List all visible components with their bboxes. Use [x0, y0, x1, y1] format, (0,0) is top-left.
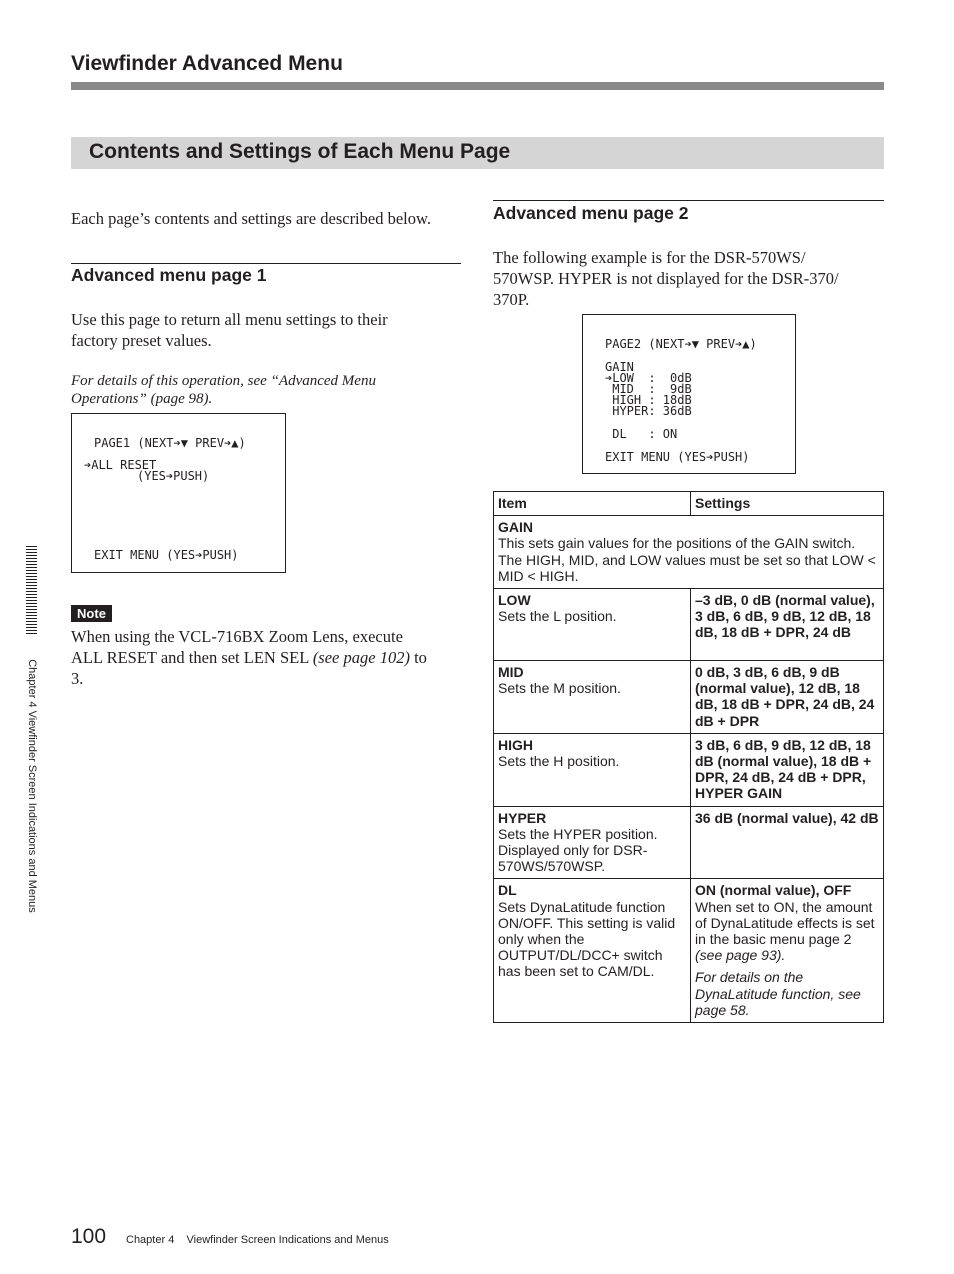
table-header-row	[494, 492, 884, 516]
page1-rule	[71, 263, 461, 264]
screen-line: (YES➔PUSH)	[137, 469, 210, 483]
item-name: HYPER	[498, 809, 547, 826]
item-name: LOW	[498, 592, 531, 609]
note-line-3: 3.	[71, 669, 84, 688]
screen-line: GAIN	[605, 360, 634, 374]
page2-screen	[582, 314, 796, 474]
page2-rule	[493, 200, 884, 201]
item-desc: Sets the HYPER position. Displayed only for DSR-570WS/570WSP.	[498, 825, 658, 875]
item-name: HIGH	[498, 736, 533, 753]
note-page-ref: (see page 102)	[312, 648, 410, 667]
page1-body-line-1: Use this page to return all menu settings to their	[71, 310, 388, 329]
note-line-2	[71, 647, 427, 668]
chapter-tab-stripes	[26, 546, 37, 634]
footer-chapter-text: Chapter 4 Viewfinder Screen Indications and Menus	[126, 1234, 389, 1246]
settings-cell: 3 dB, 6 dB, 9 dB, 12 dB, 18 dB (normal value), 18 dB + DPR, 24 dB, 24 dB + DPR, HYPER GAIN	[691, 733, 884, 806]
page2-heading: Advanced menu page 2	[493, 203, 689, 223]
page1-ref-line-1: For details of this operation, see “Advanced Menu	[71, 373, 376, 389]
table-row	[494, 806, 884, 879]
screen-line: EXIT MENU (YES➔PUSH)	[605, 450, 750, 464]
page2-body-line-3: 370P.	[493, 290, 530, 309]
page1-ref-line-2: Operations” (page 98).	[71, 391, 213, 407]
note-text: ALL RESET and then set LEN SEL	[71, 648, 313, 667]
page1-body-line-2: factory preset values.	[71, 331, 212, 350]
item-desc: Sets the M position.	[498, 680, 621, 697]
screen-line: PAGE2 (NEXT➔▼ PREV➔▲)	[605, 337, 757, 351]
settings-cell	[691, 879, 884, 1023]
item-name: MID	[498, 664, 524, 681]
item-cell	[494, 879, 691, 1023]
screen-line: PAGE1 (NEXT➔▼ PREV➔▲)	[94, 436, 246, 450]
item-desc: Sets the L position.	[498, 608, 617, 625]
screen-line: EXIT MENU (YES➔PUSH)	[94, 548, 239, 562]
settings-table	[493, 491, 884, 1023]
dl-settings-note: For details on the DynaLatitude function, see page 58.	[695, 969, 861, 1018]
gain-cell	[494, 516, 884, 589]
screen-line: MID : 9dB	[605, 382, 692, 396]
screen-line: HYPER: 36dB	[605, 404, 692, 418]
page2-body-line-1: The following example is for the DSR-570WS/	[493, 248, 806, 267]
page1-screen	[71, 413, 286, 573]
item-cell	[494, 806, 691, 879]
item-name: DL	[498, 882, 517, 899]
item-name: GAIN	[498, 519, 533, 536]
page1-heading: Advanced menu page 1	[71, 265, 267, 285]
page-number: 100	[71, 1225, 107, 1248]
note-line-1: When using the VCL-716BX Zoom Lens, execute	[71, 627, 403, 646]
table-row-gain	[494, 516, 884, 589]
header-rule	[71, 82, 884, 90]
section-title: Contents and Settings of Each Menu Page	[89, 140, 511, 163]
item-desc: Sets the H position.	[498, 753, 620, 770]
screen-line: HIGH : 18dB	[605, 393, 692, 407]
item-cell	[494, 733, 691, 806]
settings-cell: 36 dB (normal value), 42 dB	[691, 806, 884, 879]
item-cell	[494, 589, 691, 661]
table-row	[494, 661, 884, 734]
settings-cell: 0 dB, 3 dB, 6 dB, 9 dB (normal value), 12 dB, 18 dB, 18 dB + DPR, 24 dB, 24 dB + DPR	[691, 661, 884, 734]
dl-page-ref: (see page 93).	[695, 947, 786, 964]
note-label: Note	[71, 605, 112, 622]
header-item: Item	[494, 492, 691, 516]
note-text: to	[409, 648, 427, 667]
table-row-dl	[494, 879, 884, 1023]
dl-settings-values: ON (normal value), OFF	[695, 882, 852, 899]
dl-settings-text: When set to ON, the amount of DynaLatitude effects is set in the basic menu page 2	[695, 898, 875, 948]
item-desc: Sets DynaLatitude function ON/OFF. This setting is valid only when the OUTPUT/DL/DCC+ switch has been set to CAM/DL.	[498, 898, 676, 980]
item-cell	[494, 661, 691, 734]
header-settings: Settings	[691, 492, 884, 516]
chapter-side-label: Chapter 4 Viewfinder Screen Indications and Menus	[26, 659, 38, 913]
screen-line: ➔ALL RESET	[84, 458, 157, 472]
item-desc: This sets gain values for the positions of the GAIN switch. The HIGH, MID, and LOW values must be set so that LOW < MID < HIGH.	[498, 535, 876, 584]
table-row	[494, 733, 884, 806]
settings-cell: –3 dB, 0 dB (normal value), 3 dB, 6 dB, 9 dB, 12 dB, 18 dB, 18 dB + DPR, 24 dB	[691, 589, 884, 661]
table-row	[494, 589, 884, 661]
intro-text: Each page’s contents and settings are described below.	[71, 209, 431, 228]
page-header-title: Viewfinder Advanced Menu	[71, 52, 343, 75]
screen-line: DL : ON	[605, 427, 678, 441]
dl-settings-desc	[695, 899, 879, 964]
page2-body-line-2: 570WSP. HYPER is not displayed for the DSR-370/	[493, 269, 839, 288]
screen-line: ➔LOW : 0dB	[605, 371, 692, 385]
